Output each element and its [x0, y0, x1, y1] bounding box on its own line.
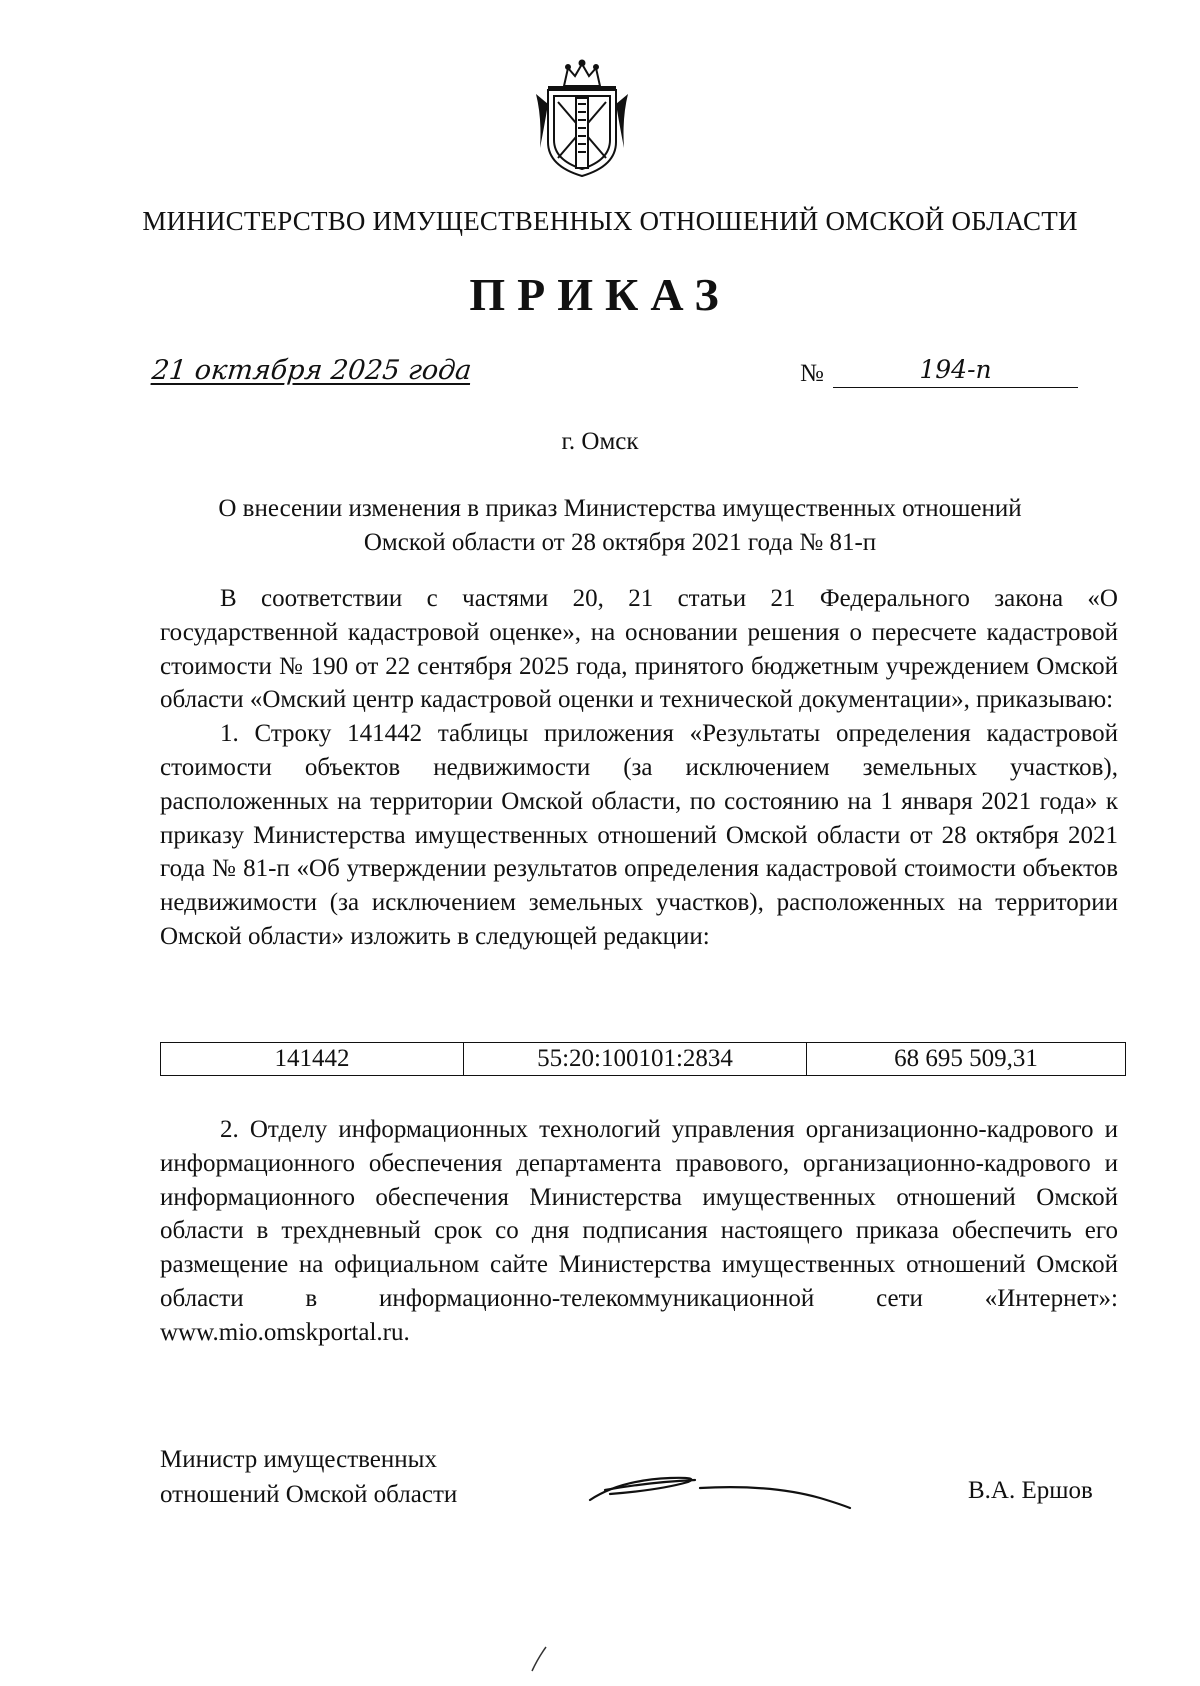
handwritten-signature	[580, 1460, 880, 1520]
signatory-title	[160, 1442, 457, 1512]
cadastral-value-cell: 68 695 509,31	[894, 1045, 1038, 1072]
signatory-name: В.А. Ершов	[968, 1477, 1093, 1504]
preamble-paragraph: В соответствии с частями 20, 21 статьи 21 Федерального закона «О государственной кадастровой оценке», на основании решения о пересчете кадастровой стоимости № 190 от 22 сентября 2025 года, принятого бюджетным учреждением Омской области «Омский центр кадастровой оценки и технической документации», приказываю:	[160, 585, 1118, 714]
ministry-name: МИНИСТЕРСТВО ИМУЩЕСТВЕННЫХ ОТНОШЕНИЙ ОМСКОЙ ОБЛАСТИ	[142, 206, 1078, 236]
signatory-title-line-1: Министр имущественных	[160, 1446, 437, 1473]
number-label: №	[800, 360, 824, 387]
coat-of-arms-icon	[534, 58, 630, 180]
city: г. Омск	[561, 428, 639, 455]
pen-mark-icon	[528, 1644, 550, 1674]
cadastral-number-cell: 55:20:100101:2834	[464, 1043, 807, 1075]
item-1-paragraph: 1. Строку 141442 таблицы приложения «Результаты определения кадастровой стоимости объектов недвижимости (за исключением земельных участков), расположенных на территории Омской области, по состоянию на 1 января 2021 года» к приказу Министерства имущественных отношений Омской области от 28 октября 2021 года № 81-п «Об утверждении результатов определения кадастровой стоимости объектов недвижимости (за исключением земельных участков), расположенных на территории Омской области» изложить в следующей редакции:	[160, 720, 1118, 950]
cadastral-table-row	[160, 1042, 1126, 1076]
order-number: 194-п	[833, 355, 1078, 388]
document-title: ПРИКАЗ	[469, 269, 731, 320]
signatory-title-line-2: отношений Омской области	[160, 1481, 458, 1508]
order-date: 21 октября 2025 года	[150, 355, 474, 386]
order-body	[160, 582, 1118, 954]
order-subject	[160, 492, 1080, 560]
item-2-paragraph: 2. Отделу информационных технологий управления организационно-кадрового и информационного обеспечения департамента правового, организационно-кадрового и информационного обеспечения Министерства имущественных отношений Омской области в трехдневный срок со дня подписания настоящего приказа обеспечить его размещение на официальном сайте Министерства имущественных отношений Омской области в информационно-телекоммуникационной сети «Интернет»: www.mio.omskportal.ru.	[160, 1116, 1118, 1346]
order-body-continued	[160, 1113, 1118, 1350]
row-number-cell: 141442	[161, 1043, 464, 1075]
subject-line-2: Омской области от 28 октября 2021 года № 81-п	[363, 529, 877, 556]
subject-line-1: О внесении изменения в приказ Министерства имущественных отношений	[218, 495, 1022, 522]
